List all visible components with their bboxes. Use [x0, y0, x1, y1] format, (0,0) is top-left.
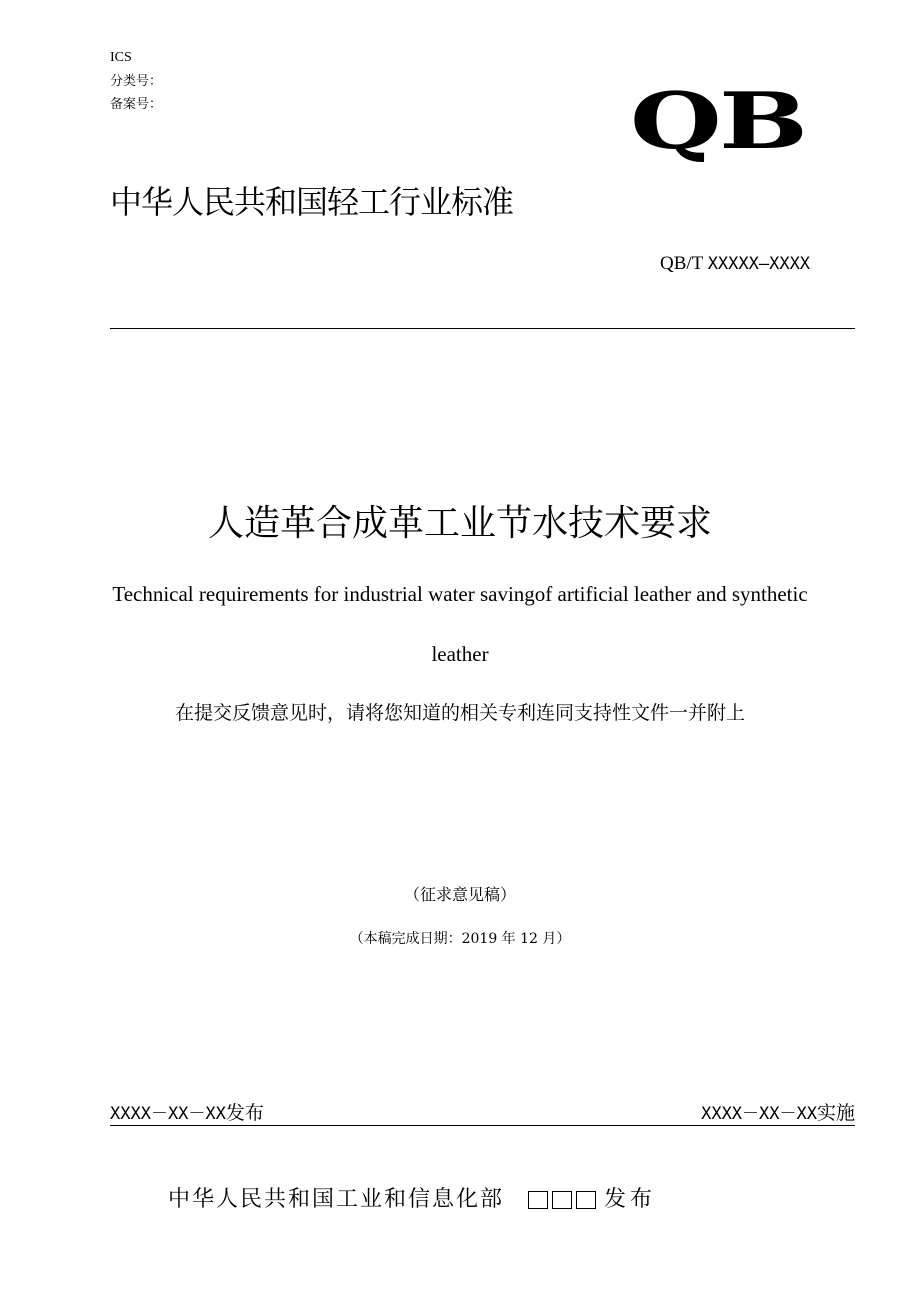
placeholder-box: [528, 1191, 548, 1209]
implement-date: [701, 1100, 855, 1127]
bottom-divider: [110, 1125, 855, 1126]
standard-number-suffix: XXXXX—XXXX: [707, 254, 811, 274]
document-title-cn: 人造革合成革工业节水技术要求: [207, 503, 712, 544]
placeholder-box: [576, 1191, 596, 1209]
publish-date-label: 发布: [225, 1102, 264, 1124]
ics-label: ICS: [110, 50, 132, 65]
publish-date-value: XXXX－XX－XX: [110, 1104, 226, 1124]
draft-label: （征求意见稿）: [403, 885, 516, 904]
publish-date: [110, 1100, 264, 1127]
document-title-en-line1: Technical requirements for industrial water savingof artificial leather and synthetic: [112, 582, 808, 606]
implement-date-value: XXXX－XX－XX: [701, 1104, 817, 1124]
placeholder-box: [552, 1191, 572, 1209]
standard-number: [660, 252, 810, 276]
issuer-name: 中华人民共和国工业和信息化部: [168, 1187, 505, 1212]
top-divider: [110, 328, 855, 329]
standard-number-prefix: QB/T: [660, 253, 708, 274]
issuer-release-label: 发布: [604, 1187, 657, 1212]
patent-notice: 在提交反馈意见时，请将您知道的相关专利连同支持性文件一并附上: [174, 702, 745, 724]
issuer: [168, 1185, 656, 1215]
document-title-en-line2: leather: [431, 642, 489, 666]
implement-date-label: 实施: [816, 1102, 855, 1124]
completion-date-note: （本稿完成日期：2019 年 12 月）: [349, 931, 571, 947]
qb-logo: QB: [630, 76, 806, 167]
placeholder-boxes: [528, 1191, 600, 1209]
classification-label: 分类号：: [110, 73, 163, 88]
record-label: 备案号：: [110, 96, 163, 111]
standard-category-title: 中华人民共和国轻工行业标准: [110, 183, 514, 221]
